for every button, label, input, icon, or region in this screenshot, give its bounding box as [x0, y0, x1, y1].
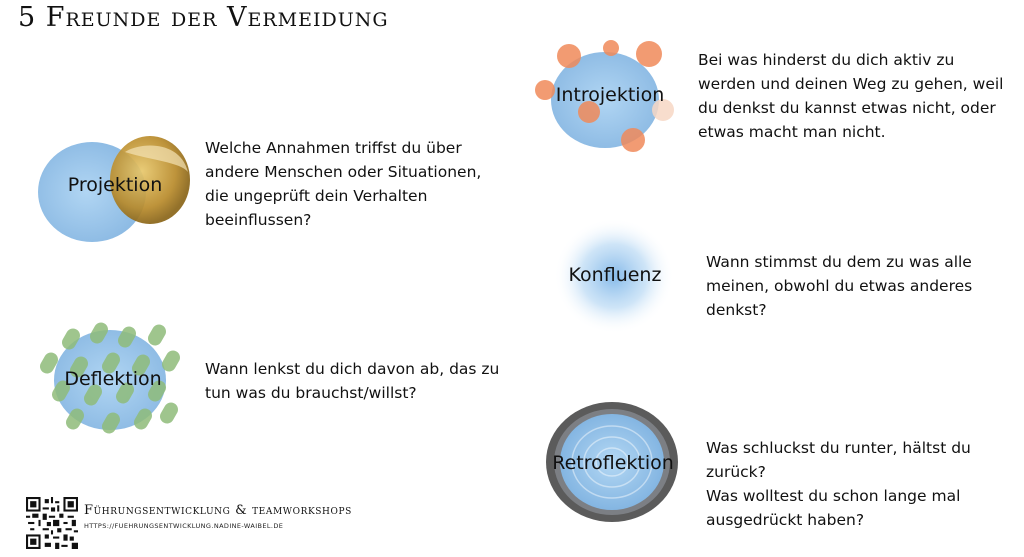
question-line: Wann stimmst du dem zu was alle	[706, 253, 972, 271]
question-line: meinen, obwohl du etwas anderes denkst?	[706, 277, 973, 319]
question-line: Was wolltest du schon lange mal	[706, 487, 961, 505]
footer-title: Führungsentwicklung & teamworkshops	[84, 503, 352, 518]
konfluenz-question	[706, 250, 1024, 322]
qr-code-icon[interactable]	[26, 497, 78, 549]
question-line: du denkst du kannst etwas nicht, oder	[698, 99, 996, 117]
question-line: Bei was hinderst du dich aktiv zu	[698, 51, 955, 69]
question-line: ausgedrückt haben?	[706, 511, 865, 529]
page-title: 5 Freunde der Vermeidung	[18, 2, 389, 33]
question-line: etwas macht man nicht.	[698, 123, 886, 141]
question-line: die ungeprüft dein Verhalten	[205, 187, 428, 205]
projektion-question	[205, 136, 481, 232]
question-line: Wann lenkst du dich davon ab, das zu	[205, 360, 500, 378]
question-line: Was schluckst du runter, hältst du zurück?	[706, 439, 971, 481]
projektion-graphic	[30, 132, 200, 262]
projektion-blob	[30, 132, 200, 262]
introjektion-graphic	[525, 40, 695, 170]
deflektion-label: Deflektion	[64, 368, 162, 390]
retroflektion-label: Retroflektion	[552, 452, 674, 474]
retroflektion-question	[706, 436, 1024, 532]
introjektion-label: Introjektion	[555, 84, 665, 106]
projektion-label: Projektion	[67, 174, 163, 196]
question-line: beeinflussen?	[205, 211, 312, 229]
footer-url-link[interactable]: HTTPS://FUEHRUNGSENTWICKLUNG.NADINE-WAIBEL.DE	[84, 522, 284, 530]
deflektion-question	[205, 357, 499, 405]
konfluenz-label: Konfluenz	[568, 264, 662, 286]
question-line: werden und deinen Weg zu gehen, weil	[698, 75, 1004, 93]
question-line: andere Menschen oder Situationen,	[205, 163, 482, 181]
question-line: tun was du brauchst/willst?	[205, 384, 417, 402]
konfluenz-graphic	[530, 212, 700, 342]
retroflektion-graphic	[528, 398, 698, 528]
introjektion-question	[698, 48, 1004, 144]
deflektion-graphic	[28, 318, 198, 448]
question-line: Welche Annahmen triffst du über	[205, 139, 462, 157]
